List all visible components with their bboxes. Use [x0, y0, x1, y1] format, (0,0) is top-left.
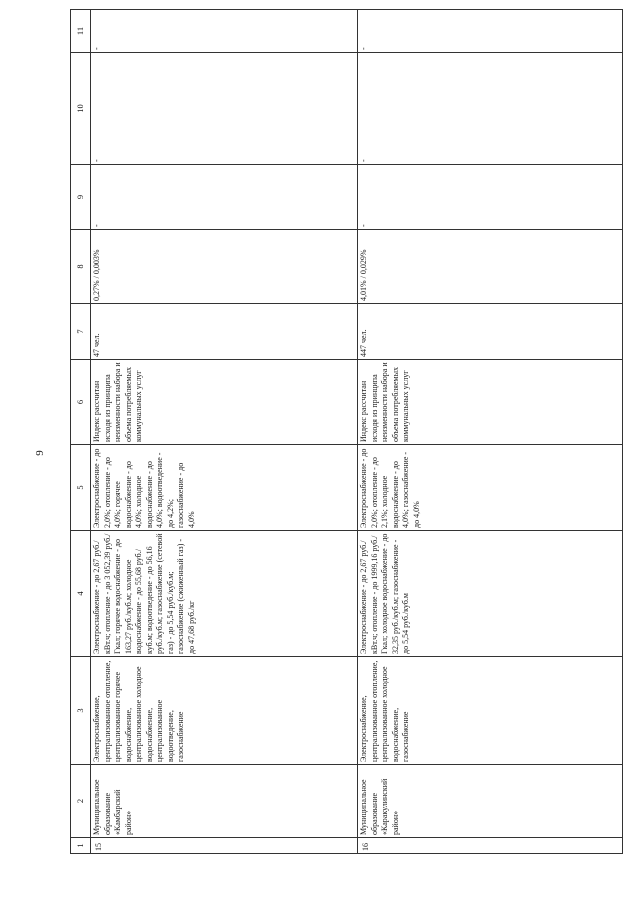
column-11-cell: -	[91, 10, 358, 53]
services-cell: Электроснабжение, централизованное отопление, централизованное холодное водоснабжение, газоснабжение	[358, 657, 623, 765]
column-10-cell: -	[91, 53, 358, 165]
column-10-cell: -	[358, 53, 623, 165]
table-row	[358, 10, 623, 854]
basis-cell: Индекс рассчитан исходя из принципа неизменности набора и объема потребляемых коммунальных услуг	[358, 360, 623, 445]
column-header: 4	[71, 531, 91, 657]
column-header: 2	[71, 765, 91, 838]
services-cell: Электроснабжение, централизованное отопление, централизованное горячее водоснабжение, централизованное холодное водоснабжение, централизованное водоотведение, газоснабжение	[91, 657, 358, 765]
growth-cell: Электроснабжение - до 2,0%; отопление - до 4,0%; горячее водоснабжение - до 4,0%; холодное водоснабжение - до 4,0%; водоотведение - до 4,2%; газоснабжение - до 4,0%	[91, 445, 358, 531]
column-header: 1	[71, 838, 91, 854]
municipality-cell: Муниципальное образование «Камбарский район»	[91, 765, 358, 838]
share-cell: 0,27% / 0,003%	[91, 230, 358, 304]
page-number: 9	[33, 450, 46, 456]
tariff-table-container	[70, 10, 622, 854]
people-cell: 447 чел.	[358, 304, 623, 360]
column-9-cell: -	[358, 165, 623, 230]
column-9-cell: -	[91, 165, 358, 230]
basis-cell: Индекс рассчитан исходя из принципа неизменности набора и объема потребляемых коммунальных услуг	[91, 360, 358, 445]
column-header: 8	[71, 230, 91, 304]
tariffs-cell: Электроснабжение - до 2,67 руб./кВт.ч; отопление - до 3 052,39 руб./Гкал; горячее водоснабжение - до 163,27 руб./куб.м; холодное водоснабжение - до 55,68 руб./куб.м; водоотведение - до 56,16 руб./куб.м; газоснабжение (сетевой газ) - до 5,54 руб./куб.м; газоснабжение (сжиженный газ) - до 47,68 руб./кг	[91, 531, 358, 657]
people-cell: 47 чел.	[91, 304, 358, 360]
column-header: 6	[71, 360, 91, 445]
column-header: 10	[71, 53, 91, 165]
column-11-cell: -	[358, 10, 623, 53]
column-header: 5	[71, 445, 91, 531]
municipality-cell: Муниципальное образование «Каракулинский район»	[358, 765, 623, 838]
column-header: 11	[71, 10, 91, 53]
tariffs-cell: Электроснабжение - до 2,67 руб./кВт.ч; отопление - до 1999,16 руб./Гкал; холодное водоснабжение - до 32,35 руб./куб.м; газоснабжение - до 5,54 руб./куб.м	[358, 531, 623, 657]
table-row	[91, 10, 358, 854]
growth-cell: Электроснабжение - до 2,0%; отопление - до 2,1%; холодное водоснабжение - до 4,0%; газоснабжение - до 4,0%	[358, 445, 623, 531]
share-cell: 4,01% / 0,029%	[358, 230, 623, 304]
column-header: 7	[71, 304, 91, 360]
row-number: 16	[358, 838, 623, 854]
column-header: 9	[71, 165, 91, 230]
column-header: 3	[71, 657, 91, 765]
table-header-row	[71, 10, 91, 854]
tariff-table	[70, 9, 623, 854]
row-number: 15	[91, 838, 358, 854]
